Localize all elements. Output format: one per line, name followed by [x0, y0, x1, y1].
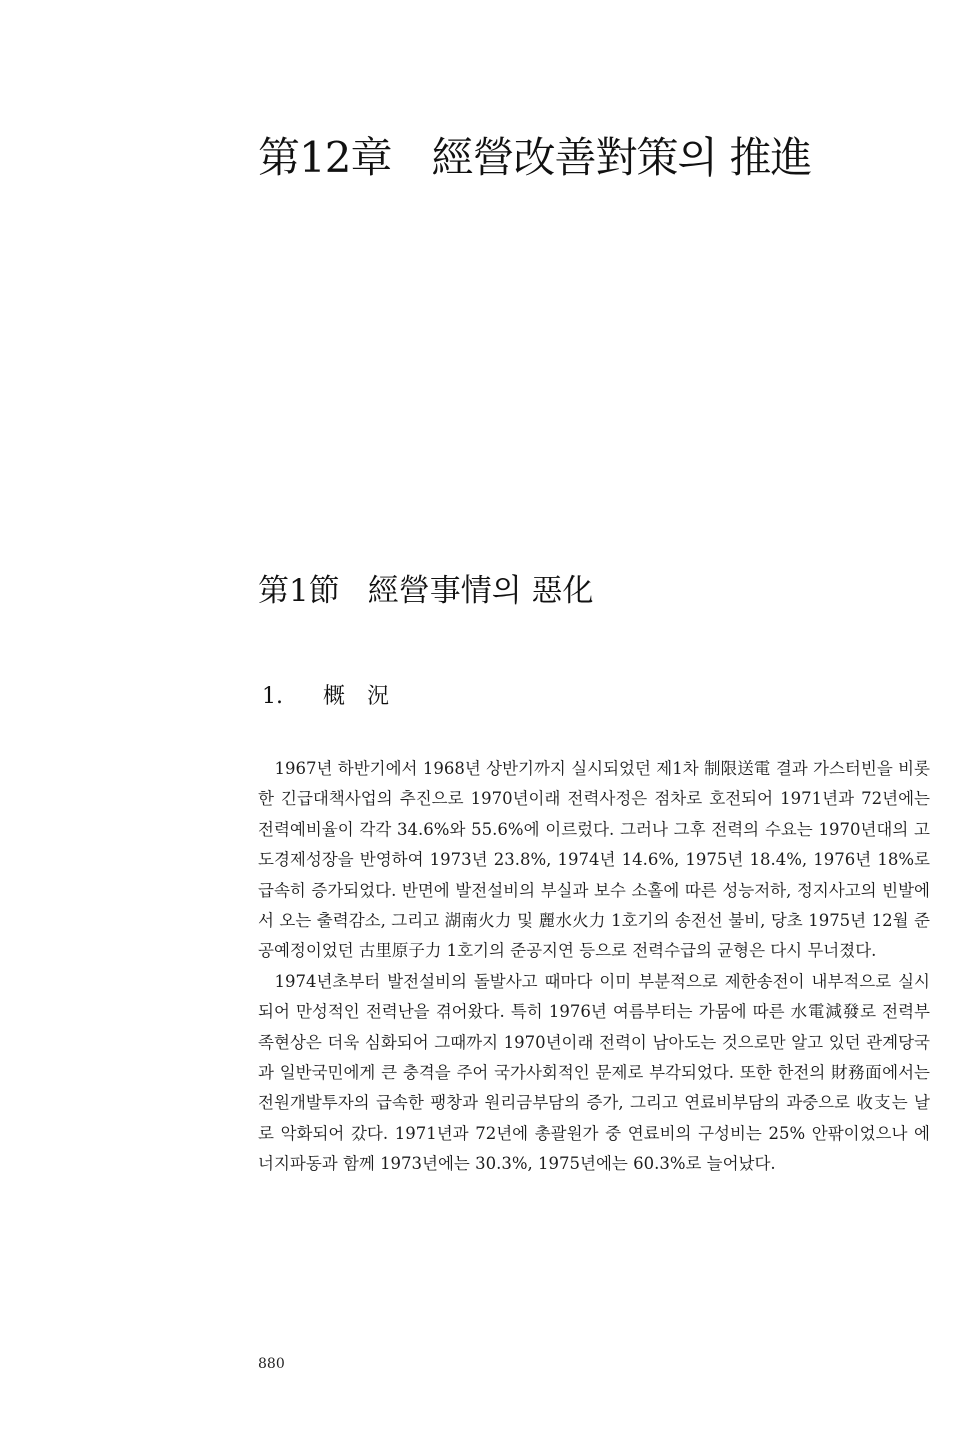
page-number: 880 [258, 1356, 285, 1372]
chapter-heading: 經營改善對策의 推進 [431, 133, 812, 182]
chapter-title [258, 128, 811, 188]
section-number: 第1節 [258, 573, 340, 609]
section-heading: 經營事情의 惡化 [367, 573, 594, 609]
paragraph: 1967년 하반기에서 1968년 상반기까지 실시되었던 제1차 制限送電 결과 가스터빈을 비롯한 긴급대책사업의 추진으로 1970년이래 전력사정은 점차로 호전되어 1971년과 72년에는 전력예비율이 각각 34.6%와 55.6%에 이르렀다. 그러나 그후 전력의 수요는 1970년대의 고도경제성장을 반영하여 1973년 23.8%, 1974년 14.6%, 1975년 18.4%, 1976년 18%로 급속히 증가되었다. 반면에 발전설비의 부실과 보수 소홀에 따른 성능저하, 정지사고의 빈발에서 오는 출력감소, 그리고 湖南火力 및 麗水火力 1호기의 송전선 불비, 당초 1975년 12월 준공예정이었던 古里原子力 1호기의 준공지연 등으로 전력수급의 균형은 다시 무너졌다. [258, 759, 930, 961]
chapter-number: 第12章 [258, 133, 392, 182]
subsection-title [262, 680, 389, 714]
subsection-number: 1. [262, 684, 283, 709]
subsection-heading: 概 況 [323, 684, 390, 709]
body-text [258, 754, 930, 1180]
section-title [258, 568, 594, 614]
paragraph: 1974년초부터 발전설비의 돌발사고 때마다 이미 부분적으로 제한송전이 내부적으로 실시되어 만성적인 전력난을 겪어왔다. 특히 1976년 여름부터는 가뭄에 따른 水電減發로 전력부족현상은 더욱 심화되어 그때까지 1970년이래 전력이 남아도는 것으로만 알고 있던 관계당국과 일반국민에게 큰 충격을 주어 국가사회적인 문제로 부각되었다. 또한 한전의 財務面에서는 전원개발투자의 급속한 팽창과 원리금부담의 증가, 그리고 연료비부담의 과중으로 收支는 날로 악화되어 갔다. 1971년과 72년에 총괄원가 중 연료비의 구성비는 25% 안팎이었으나 에너지파동과 함께 1973년에는 30.3%, 1975년에는 60.3%로 늘어났다. [258, 971, 930, 1174]
